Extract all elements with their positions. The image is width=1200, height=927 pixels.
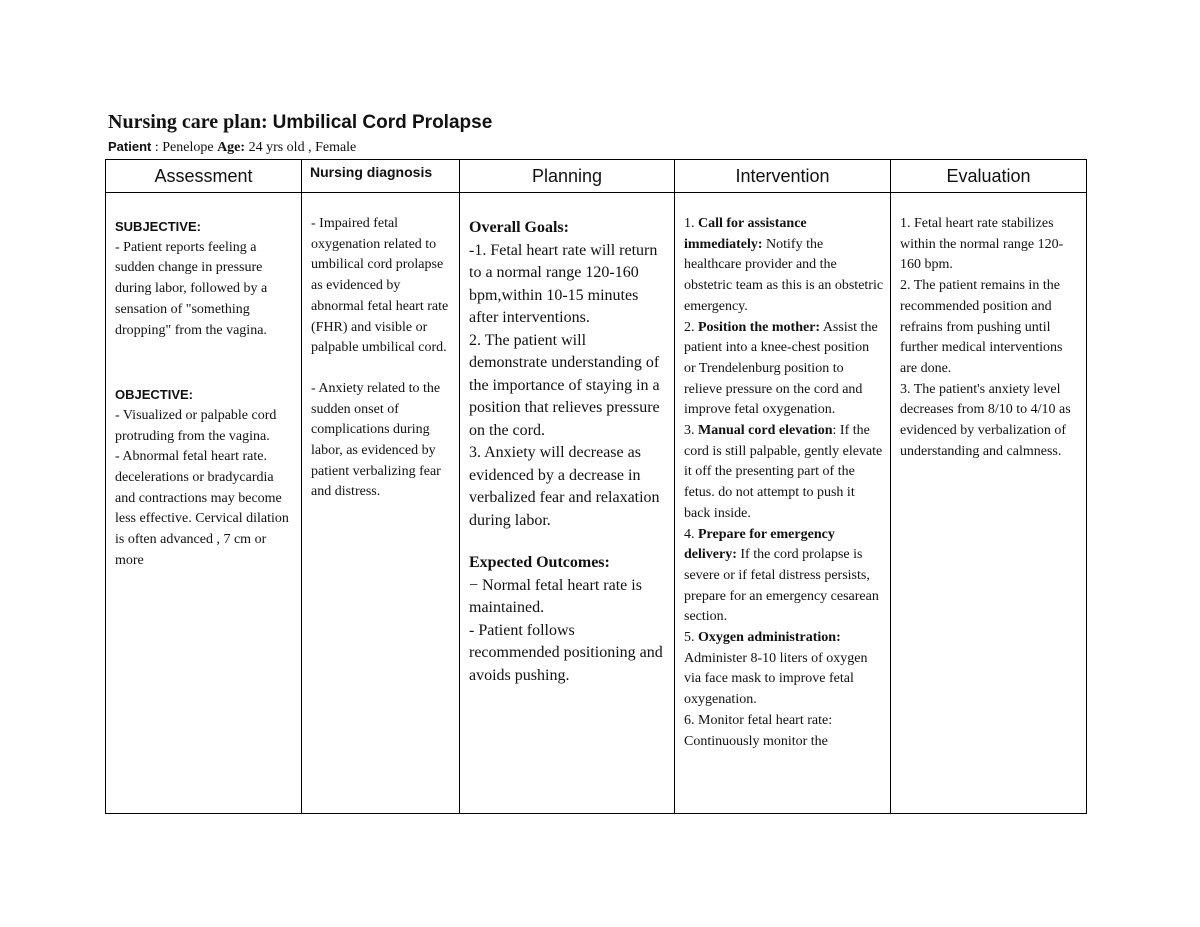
planning-cell: [460, 193, 675, 814]
evaluation-item: 2. The patient remains in the recommended position and refrains from pushing until further medical interventions are done.: [900, 278, 1063, 376]
diagnosis-cell: [302, 193, 460, 814]
diagnosis-item: - Impaired fetal oxygenation related to umbilical cord prolapse as evidenced by abnormal fetal heart rate (FHR) and visible or palpable umbilical cord.: [311, 216, 449, 356]
outcome-item: − Normal fetal heart rate is maintained.: [469, 576, 642, 616]
intervention-cell: [675, 193, 891, 814]
age-label: Age:: [217, 140, 246, 155]
goals-label: Overall Goals:: [469, 219, 569, 236]
intervention-item: 2. Position the mother: Assist the patient into a knee-chest position or Trendelenburg position to relieve pressure on the cord and improve fetal oxygenation.: [684, 319, 878, 418]
patient-value: : Penelope: [151, 140, 218, 155]
outcomes-label: Expected Outcomes:: [469, 554, 610, 571]
title-subject: Umbilical Cord Prolapse: [272, 112, 493, 133]
evaluation-item: 1. Fetal heart rate stabilizes within the normal range 120-160 bpm.: [900, 216, 1064, 273]
intervention-item: 4. Prepare for emergency delivery: If the cord prolapse is severe or if fetal distress persists, prepare for an emergency cesarean section.: [684, 526, 879, 625]
outcome-item: - Patient follows recommended positioning and avoids pushing.: [469, 621, 663, 684]
subjective-label: SUBJECTIVE:: [115, 219, 201, 234]
header-evaluation: Evaluation: [891, 160, 1087, 193]
subjective-text: - Patient reports feeling a sudden change in pressure during labor, followed by a sensation of "something dropping" from the vagina.: [115, 239, 268, 338]
header-assessment: Assessment: [106, 160, 302, 193]
header-intervention: Intervention: [675, 160, 891, 193]
goal-item: -1. Fetal heart rate will return to a normal range 120-160 bpm,within 10-15 minutes after interventions.: [469, 241, 658, 326]
intervention-item: 6. Monitor fetal heart rate: Continuously monitor the: [684, 712, 833, 749]
intervention-item: 3. Manual cord elevation: If the cord is still palpable, gently elevate it off the presenting part of the fetus. do not attempt to push it back inside.: [684, 423, 883, 521]
evaluation-item: 3. The patient's anxiety level decreases from 8/10 to 4/10 as evidenced by verbalization of understanding and calmness.: [900, 381, 1071, 459]
intervention-item: 1. Call for assistance immediately: Notify the healthcare provider and the obstetric team as this is an obstetric emergency.: [684, 216, 884, 314]
objective-label: OBJECTIVE:: [115, 387, 194, 403]
evaluation-cell: [891, 193, 1087, 814]
diagnosis-item: - Anxiety related to the sudden onset of complications during labor, as evidenced by patient verbalizing fear and distress.: [311, 380, 441, 500]
assessment-cell: [106, 193, 302, 814]
objective-line: - Visualized or palpable cord protruding from the vagina.: [115, 407, 277, 444]
table-header-row: [106, 160, 1087, 193]
care-plan-table: [105, 159, 1087, 814]
title-colon: :: [260, 111, 273, 133]
goal-item: 2. The patient will demonstrate understanding of the importance of staying in a position that relieves pressure on the cord.: [469, 331, 660, 439]
page-title: [108, 111, 492, 134]
goal-item: 3. Anxiety will decrease as evidenced by a decrease in verbalized fear and relaxation during labor.: [469, 444, 660, 529]
header-planning: Planning: [460, 160, 675, 193]
objective-line: - Abnormal fetal heart rate. decelerations or bradycardia and contractions may become less effective. Cervical dilation is often advanced , 7 cm or more: [115, 449, 289, 568]
patient-info: [108, 139, 356, 156]
intervention-item: 5. Oxygen administration: Administer 8-10 liters of oxygen via face mask to improve fetal oxygenation.: [684, 630, 868, 708]
age-value: 24 yrs old , Female: [245, 140, 357, 155]
table-row: [106, 193, 1087, 814]
title-prefix: Nursing care plan: [108, 111, 261, 133]
patient-label: Patient: [108, 139, 152, 154]
header-nursing-diagnosis: Nursing diagnosis: [302, 160, 460, 193]
